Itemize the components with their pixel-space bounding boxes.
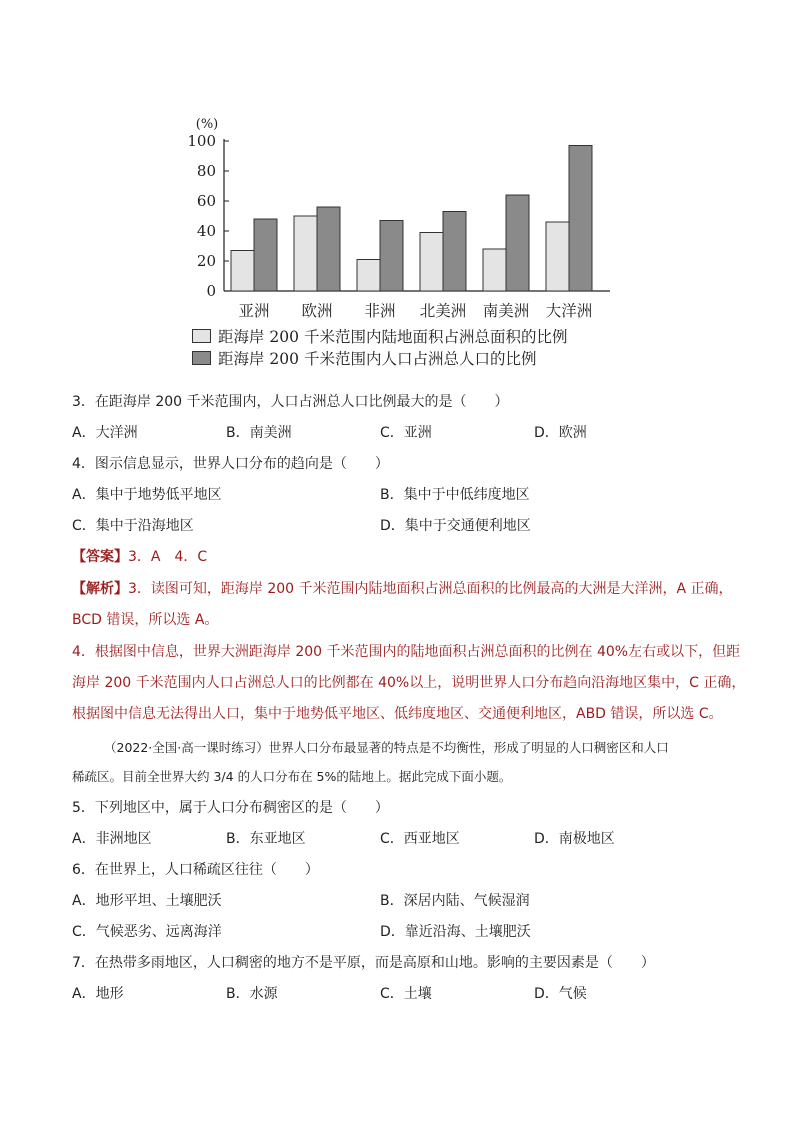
answer-tag: 【答案】 xyxy=(72,549,128,565)
bar xyxy=(357,260,380,292)
question-7-stem: 7．在热带多雨地区，人口稠密的地方不是平原，而是高原和山地。影响的主要因素是（ ） xyxy=(72,955,655,971)
q5-option-a: A．非洲地区 xyxy=(72,831,152,847)
q6-option-d: D．靠近沿海、土壤肥沃 xyxy=(380,924,531,940)
q4-option-c: C．集中于沿海地区 xyxy=(72,518,194,534)
q3-option-b: B．南美洲 xyxy=(226,425,292,441)
y-tick-label: 80 xyxy=(196,162,216,180)
bar xyxy=(231,251,254,292)
bar-chart xyxy=(0,0,794,330)
question-5-stem: 5．下列地区中，属于人口分布稠密区的是（ ） xyxy=(72,800,389,816)
bar xyxy=(443,212,466,292)
x-tick-label: 亚洲 xyxy=(238,302,270,320)
legend-swatch-population xyxy=(192,351,211,365)
q7-option-c: C．土壤 xyxy=(380,986,432,1002)
q6-option-b: B．深居内陆、气候湿润 xyxy=(380,893,530,909)
y-tick-label: 0 xyxy=(206,282,216,300)
question-6-stem: 6．在世界上，人口稀疏区往往（ ） xyxy=(72,862,319,878)
legend-label-area: 距海岸 200 千米范围内陆地面积占洲总面积的比例 xyxy=(218,328,568,346)
y-tick-label: 40 xyxy=(196,222,216,240)
bar xyxy=(380,221,403,292)
q7-option-d: D．气候 xyxy=(534,986,587,1002)
bar xyxy=(546,222,569,291)
q4-option-a: A．集中于地势低平地区 xyxy=(72,487,222,503)
y-tick-label: 100 xyxy=(187,132,216,150)
passage-line-1: （2022·全国·高一课时练习）世界人口分布最显著的特点是不均衡性，形成了明显的人口稠密区和人口 xyxy=(104,740,669,755)
q5-option-b: B．东亚地区 xyxy=(226,831,306,847)
bar xyxy=(569,146,592,292)
analysis-text-1: 3．读图可知，距海岸 200 千米范围内陆地面积占洲总面积的比例最高的大洲是大洋洲，A 正确， xyxy=(128,581,733,597)
q3-option-c: C．亚洲 xyxy=(380,425,432,441)
passage-line-2: 稀疏区。目前全世界大约 3/4 的人口分布在 5%的陆地上。据此完成下面小题。 xyxy=(72,769,512,784)
x-tick-label: 南美洲 xyxy=(482,302,530,320)
question-4-stem: 4．图示信息显示，世界人口分布的趋向是（ ） xyxy=(72,456,389,472)
bar xyxy=(317,207,340,291)
q6-option-a: A．地形平坦、土壤肥沃 xyxy=(72,893,222,909)
answer-line xyxy=(72,547,207,567)
y-tick-label: 20 xyxy=(196,252,216,270)
bar xyxy=(483,249,506,291)
x-tick-label: 大洋洲 xyxy=(545,302,593,320)
analysis-line-2: BCD 错误，所以选 A。 xyxy=(72,612,219,628)
analysis-line-5: 根据图中信息无法得出人口，集中于地势低平地区、低纬度地区、交通便利地区，ABD 错误，所以选 C。 xyxy=(72,706,723,722)
q7-option-a: A．地形 xyxy=(72,986,124,1002)
bar xyxy=(294,216,317,291)
q5-option-d: D．南极地区 xyxy=(534,831,615,847)
q5-option-c: C．西亚地区 xyxy=(380,831,460,847)
legend-item-area xyxy=(192,325,567,347)
answer-text: 3．A 4．C xyxy=(128,549,208,565)
analysis-line-1 xyxy=(72,579,733,599)
analysis-line-4: 海岸 200 千米范围内人口占洲总人口的比例都在 40%以上，说明世界人口分布趋向沿海地区集中，C 正确， xyxy=(72,675,746,691)
q3-option-d: D．欧洲 xyxy=(534,425,587,441)
x-tick-label: 非洲 xyxy=(364,302,396,320)
q4-option-d: D．集中于交通便利地区 xyxy=(380,518,531,534)
question-3-stem: 3．在距海岸 200 千米范围内，人口占洲总人口比例最大的是（ ） xyxy=(72,394,509,410)
analysis-line-3: 4．根据图中信息，世界大洲距海岸 200 千米范围内的陆地面积占洲总面积的比例在 40%左右或以下，但距 xyxy=(72,644,741,660)
bar xyxy=(254,219,277,291)
bar xyxy=(420,233,443,292)
q4-option-b: B．集中于中低纬度地区 xyxy=(380,487,530,503)
y-axis-unit: (%) xyxy=(195,117,219,132)
x-tick-label: 北美洲 xyxy=(419,302,467,320)
analysis-tag: 【解析】 xyxy=(72,581,128,597)
y-tick-label: 60 xyxy=(196,192,216,210)
q7-option-b: B．水源 xyxy=(226,986,278,1002)
legend-label-population: 距海岸 200 千米范围内人口占洲总人口的比例 xyxy=(218,350,537,368)
legend-item-population xyxy=(192,347,536,369)
bar xyxy=(506,195,529,291)
q6-option-c: C．气候恶劣、远离海洋 xyxy=(72,924,222,940)
legend-swatch-area xyxy=(192,329,211,343)
x-tick-label: 欧洲 xyxy=(301,302,333,320)
q3-option-a: A．大洋洲 xyxy=(72,425,138,441)
